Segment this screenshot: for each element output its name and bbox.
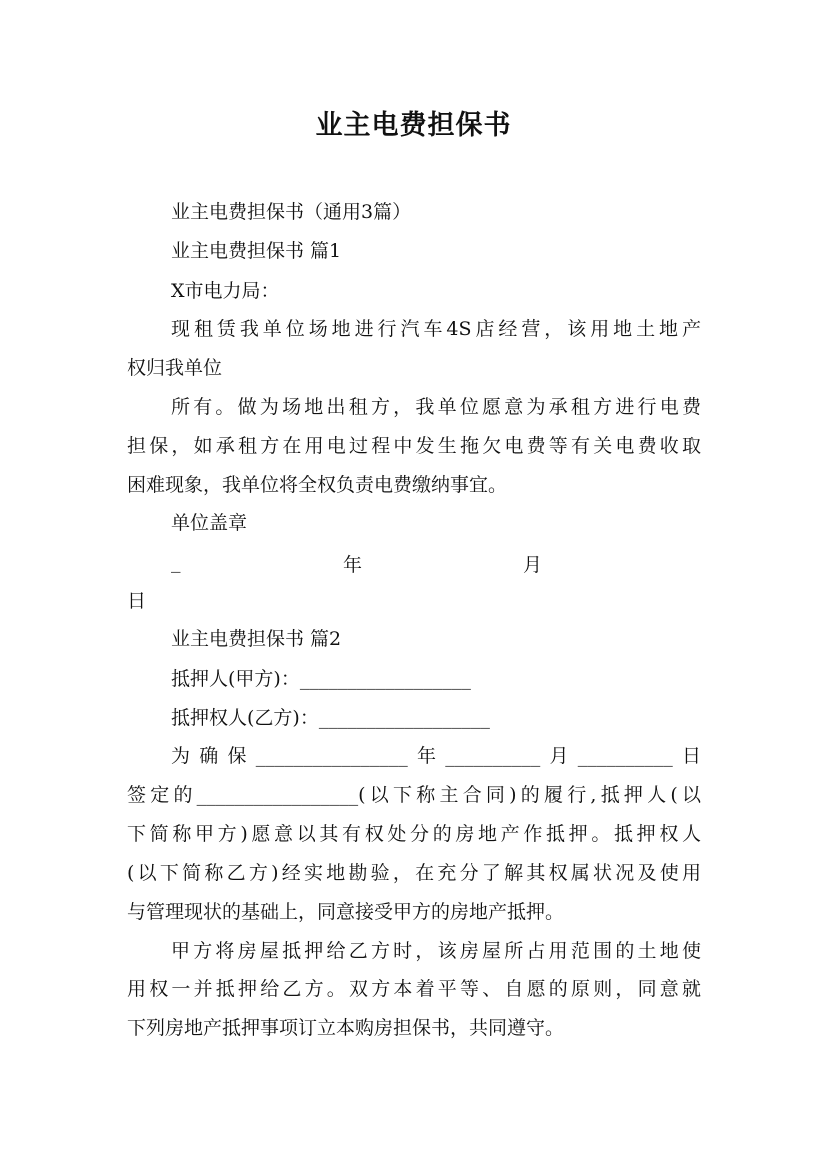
section1-heading: 业主电费担保书 篇1 (171, 240, 342, 262)
section1-paragraph1-line2: 权归我单位 (127, 357, 223, 379)
section2-paragraph1-line4: (以下简称乙方)经实地勘验，在充分了解其权属状况及使用 (127, 862, 701, 884)
section2-paragraph2-line1: 甲方将房屋抵押给乙方时，该房屋所占用范围的土地使 (171, 940, 701, 962)
section2-paragraph2-line2: 用权一并抵押给乙方。双方本着平等、自愿的原则，同意就 (127, 978, 701, 1000)
section1-paragraph2-line2: 担保，如承租方在用电过程中发生拖欠电费等有关电费收取 (127, 435, 701, 457)
date-blank: _ (171, 551, 181, 573)
section1-paragraph2-line1: 所有。做为场地出租方，我单位愿意为承租方进行电费 (171, 396, 701, 418)
section2-paragraph1-line5: 与管理现状的基础上，同意接受甲方的房地产抵押。 (127, 901, 565, 923)
section1-paragraph2-line3: 困难现象，我单位将全权负责电费缴纳事宜。 (127, 474, 508, 496)
date-year-label: 年 (343, 554, 363, 576)
addressee: X市电力局： (171, 280, 280, 302)
seal-label: 单位盖章 (171, 512, 248, 534)
subtitle: 业主电费担保书（通用3篇） (171, 201, 412, 223)
section2-heading: 业主电费担保书 篇2 (171, 628, 342, 650)
document-title: 业主电费担保书 (315, 110, 512, 141)
mortgagee-field: 抵押权人(乙方)：__________________ (171, 707, 490, 729)
section2-paragraph1-line3: 下简称甲方)愿意以其有权处分的房地产作抵押。抵押权人 (127, 823, 701, 845)
section2-paragraph2-line3: 下列房地产抵押事项订立本购房担保书，共同遵守。 (127, 1017, 565, 1039)
section2-paragraph1-line2: 签定的_________________(以下称主合同)的履行,抵押人(以 (127, 784, 701, 806)
date-day-label: 日 (127, 590, 147, 612)
date-month-label: 月 (523, 554, 543, 576)
section2-paragraph1-line1: 为确保________________年__________月__________日 (171, 745, 701, 767)
section1-paragraph1-line1: 现租赁我单位场地进行汽车4S店经营，该用地土地产 (171, 318, 701, 340)
mortgagor-field: 抵押人(甲方)：__________________ (171, 668, 471, 690)
